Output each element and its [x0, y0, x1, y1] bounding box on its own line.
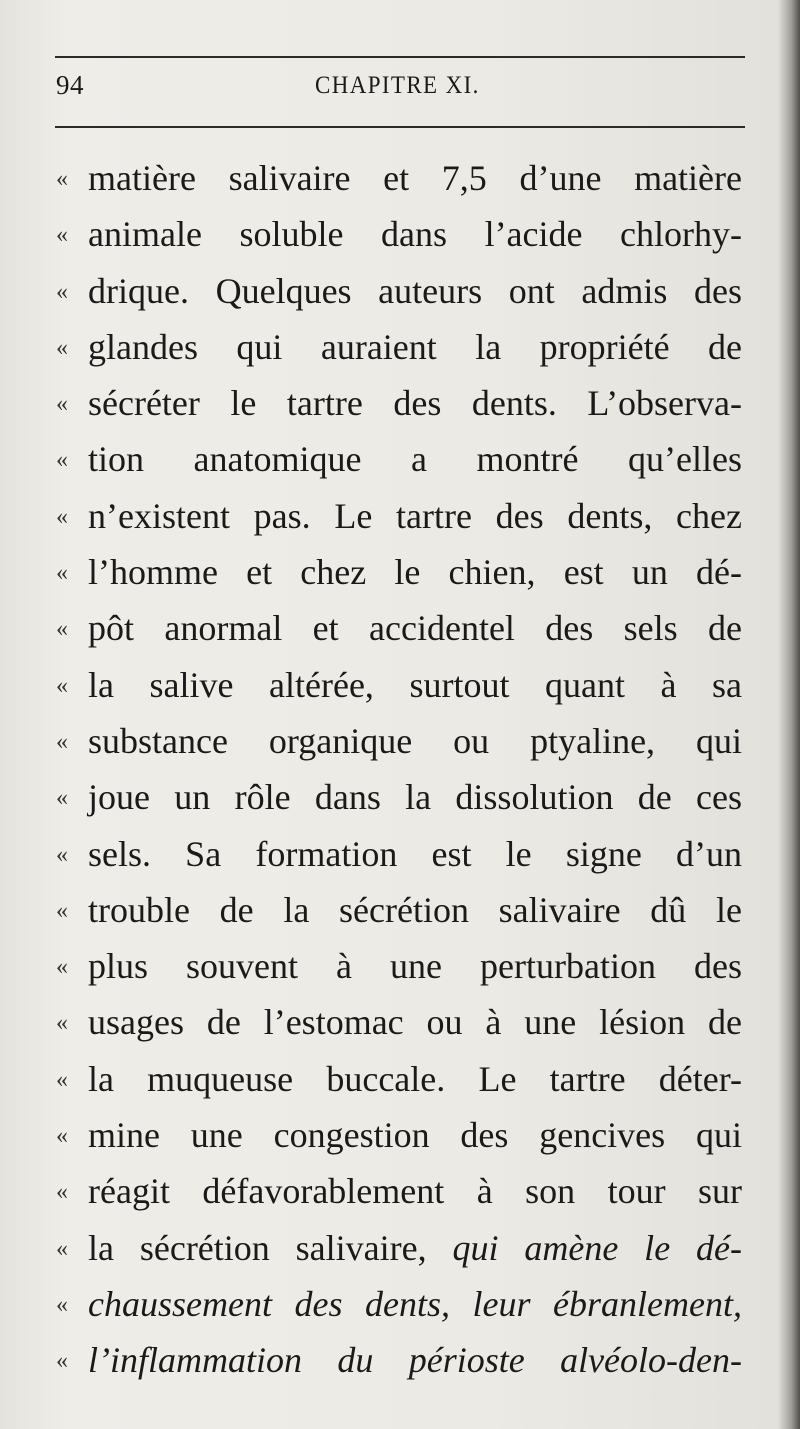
- quote-mark: «: [56, 616, 68, 643]
- quote-mark: «: [56, 785, 68, 812]
- text-line: [56, 1332, 748, 1388]
- quote-mark: «: [56, 391, 68, 418]
- line-text: réagit défavorablement à son tour sur: [88, 1171, 742, 1212]
- header-bottom-rule: [55, 126, 745, 128]
- line-text-italic: chaussement des dents, leur ébranlement,: [88, 1283, 742, 1324]
- line-text: substance organique ou ptyaline, qui: [88, 720, 742, 761]
- text-line: [56, 1276, 748, 1332]
- quote-mark: «: [56, 1066, 68, 1093]
- text-line: [56, 375, 748, 431]
- page-edge-shadow: [778, 0, 800, 1429]
- text-line: [56, 657, 748, 713]
- text-line: [56, 938, 748, 994]
- quote-mark: «: [56, 560, 68, 587]
- text-line: [56, 319, 748, 375]
- quote-mark: «: [56, 954, 68, 981]
- quote-mark: «: [56, 447, 68, 474]
- quote-mark: «: [56, 1010, 68, 1037]
- quote-mark: «: [56, 166, 68, 192]
- text-line: [56, 431, 748, 487]
- text-line: [56, 1107, 748, 1163]
- line-text: la salive altérée, surtout quant à sa: [88, 664, 742, 705]
- quote-mark: «: [56, 841, 68, 868]
- running-title: CHAPITRE XI.: [315, 72, 480, 99]
- quote-mark: «: [56, 278, 68, 305]
- quote-mark: «: [56, 1179, 68, 1206]
- line-text-roman: la sécrétion salivaire,: [88, 1227, 427, 1268]
- text-line: [56, 994, 748, 1050]
- line-text: matière salivaire et 7,5 d’une matière: [88, 158, 742, 198]
- quote-mark: «: [56, 728, 68, 755]
- line-text: la muqueuse buccale. Le tartre déter-: [88, 1058, 742, 1099]
- text-line: [56, 1220, 748, 1276]
- body-text: [56, 150, 748, 1389]
- line-text: glandes qui auraient la propriété de: [88, 326, 742, 367]
- quote-mark: «: [56, 1123, 68, 1150]
- text-line: [56, 488, 748, 544]
- quote-mark: «: [56, 897, 68, 924]
- line-text: joue un rôle dans la dissolution de ces: [88, 777, 742, 818]
- line-text: n’existent pas. Le tartre des dents, chez: [88, 495, 742, 536]
- text-line: [56, 263, 748, 319]
- line-text: pôt anormal et accidentel des sels de: [88, 608, 742, 649]
- text-line: [56, 1051, 748, 1107]
- header-top-rule: [55, 56, 745, 58]
- quote-mark: «: [56, 672, 68, 699]
- text-line: [56, 544, 748, 600]
- quote-mark: «: [56, 503, 68, 530]
- line-text: usages de l’estomac ou à une lésion de: [88, 1002, 742, 1043]
- quote-mark: «: [56, 1291, 68, 1318]
- line-text-italic: l’inflammation du périoste alvéolo-den-: [88, 1340, 742, 1381]
- line-text: sécréter le tartre des dents. L’observa-: [88, 383, 742, 424]
- text-line: [56, 1163, 748, 1219]
- text-line: [56, 769, 748, 825]
- line-text: animale soluble dans l’acide chlorhy-: [88, 214, 742, 255]
- quote-mark: «: [56, 222, 68, 249]
- line-text: sels. Sa formation est le signe d’un: [88, 833, 742, 874]
- text-line: [56, 600, 748, 656]
- line-text-mixed: [88, 1220, 742, 1276]
- quote-mark: «: [56, 1348, 68, 1375]
- text-line: [56, 882, 748, 938]
- text-line: [56, 206, 748, 262]
- quote-mark: «: [56, 334, 68, 361]
- text-line: [56, 713, 748, 769]
- line-text: trouble de la sécrétion salivaire dû le: [88, 889, 742, 930]
- line-text-italic: qui amène le dé-: [452, 1227, 743, 1268]
- line-text: drique. Quelques auteurs ont admis des: [88, 270, 742, 311]
- text-line: [56, 150, 748, 206]
- line-text: mine une congestion des gencives qui: [88, 1115, 742, 1156]
- text-line: [56, 826, 748, 882]
- line-text: l’homme et chez le chien, est un dé-: [88, 552, 742, 593]
- line-text: tion anatomique a montré qu’elles: [88, 439, 742, 480]
- page-number: 94: [56, 70, 84, 100]
- line-text: plus souvent à une perturbation des: [88, 946, 742, 987]
- quote-mark: «: [56, 1235, 68, 1262]
